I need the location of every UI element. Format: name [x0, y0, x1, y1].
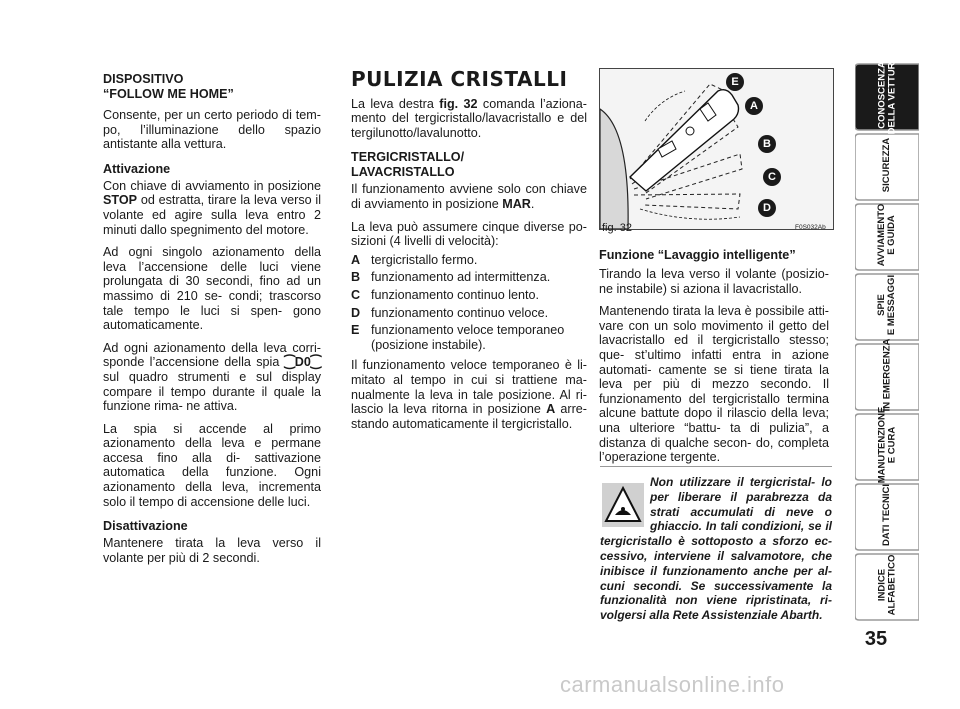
- title-line-2: “FOLLOW ME HOME”: [103, 87, 234, 101]
- tab-indice[interactable]: INDICE ALFABETICO: [875, 554, 897, 616]
- section-title: PULIZIA CRISTALLI: [351, 67, 568, 91]
- smart-wash-heading: Funzione “Lavaggio intelligente”: [599, 248, 796, 262]
- smart-wash-paragraph-1: Tirando la leva verso il volante (posizio- ne instabile) si aziona il lavacristallo.: [599, 267, 829, 296]
- position-badge-a: A: [745, 97, 763, 115]
- headlight-warning-icon: ⁐D0⁐: [284, 355, 321, 370]
- position-badge-b: B: [758, 135, 776, 153]
- wiper-lever-figure: [599, 68, 834, 230]
- wiper-lever-illustration: [600, 69, 833, 229]
- tab-manutenzione[interactable]: MANUTENZIONE E CURA: [876, 406, 897, 484]
- activation-paragraph-2: Ad ogni singolo azionamento della leva l’accensione delle luci viene prolungata di 30 secondi, fino ad un massimo di 210 se- condi; trascorso tale tempo le luci si spen- gono automaticamente.: [103, 245, 321, 333]
- position-badge-c: C: [763, 168, 781, 186]
- activation-paragraph-3: Ad ogni azionamento della leva corri- sponde l’accensione della spia ⁐D0⁐ sul quadro strumenti e sul display compare il tempo durante il quale la funzione rima- ne attiva.: [103, 340, 321, 414]
- middle-column: [351, 67, 587, 439]
- figure-caption: fig. 32: [602, 222, 632, 234]
- list-item: E funzionamento veloce temporaneo (posizione instabile).: [351, 323, 565, 352]
- intro-paragraph: Consente, per un certo periodo di tem- po, l’illuminazione dello spazio antistante alla vettura.: [103, 108, 321, 152]
- deactivation-paragraph: Mantenere tirata la leva verso il volante per più di 2 secondi.: [103, 536, 321, 565]
- warning-text-block: [600, 475, 832, 623]
- activation-paragraph-1: Con chiave di avviamento in posizione STOP od estratta, tirare la leva verso il volante ed agire sulla leva entro 2 minuti dallo spegnimento del motore.: [103, 178, 321, 237]
- warning-box: [600, 466, 832, 630]
- sub-heading: TERGICRISTALLO/ LAVACRISTALLO: [351, 150, 465, 180]
- figure-code: F0S032Ab: [795, 224, 826, 231]
- list-item: C funzionamento continuo lento.: [351, 287, 540, 302]
- follow-me-home-title: [103, 72, 321, 102]
- right-column: [599, 248, 829, 473]
- tab-dati-tecnici[interactable]: DATI TECNICI: [880, 483, 892, 547]
- list-item: B funzionamento ad intermittenza.: [351, 270, 551, 285]
- tab-conoscenza[interactable]: CONOSCENZA DELLA VETTURA: [876, 55, 897, 135]
- list-item: D funzionamento continuo veloce.: [351, 305, 549, 320]
- list-item: A tergicristallo fermo.: [351, 252, 478, 267]
- tab-avviamento[interactable]: AVVIAMENTO E GUIDA: [876, 203, 897, 267]
- smart-wash-paragraph-2: Mantenendo tirata la leva è possibile atti- vare con un solo movimento il getto del lavacristallo ed il tergicristallo stesso; que- st’ultimo infatti entra in azione automati- camente se si tiene tirata la leva per più di mezzo secondo. Il funzionamento del tergicristallo termina alcune battute dopo il rilascio della leva; una ulteriore “battu- ta di pulizia”, a distanza di qualche secon- do, completa l’operazione tergente.: [599, 304, 829, 465]
- activation-paragraph-4: La spia si accende al primo azionamento della leva e permane accesa fino alla di- sattivazione automatica della funzione. Ogni azionamento della leva, incrementa solo il tempo di accensione delle luci.: [103, 421, 321, 509]
- warning-text: Non utilizzare il tergicristal- lo per liberare il parabrezza da strati accumulati di neve o ghiaccio. In tali condizioni, se il tergicristallo è sottoposto a sforzo ec- cessivo, interviene il salvamotore, che inibisce il funzionamento anche per al- cuni secondi. Se successivamente la funzionalità non viene ripristinata, ri- volgersi alla Rete Assistenziale Abarth.: [600, 475, 832, 623]
- warning-triangle-icon: [602, 483, 644, 527]
- deactivation-heading: Disattivazione: [103, 519, 188, 534]
- temporary-speed-paragraph: Il funzionamento veloce temporaneo è li- mitato al tempo in cui si trattiene ma- nualmente la leva in tale posizione. Al ri- lascio la leva ritorna in posizione A arre- stando automaticamente il tergicristallo.: [351, 358, 587, 431]
- tab-spie[interactable]: SPIE E MESSAGGI: [876, 274, 897, 336]
- tab-emergenza[interactable]: IN EMERGENZA: [881, 338, 892, 412]
- page-number: 35: [864, 628, 888, 650]
- positions-list: [351, 253, 587, 353]
- tab-sicurezza[interactable]: SICUREZZA: [881, 137, 892, 193]
- positions-intro: La leva può assumere cinque diverse po- sizioni (4 livelli di velocità):: [351, 219, 587, 249]
- watermark: carmanualsonline.info: [560, 672, 785, 697]
- section-intro: La leva destra fig. 32 comanda l’aziona- mento del tergicristallo/lavacristallo e del tergilunotto/lavalunotto.: [351, 96, 587, 140]
- key-requirement: Il funzionamento avviene solo con chiave di avviamento in posizione MAR.: [351, 182, 587, 211]
- activation-heading: Attivazione: [103, 161, 171, 176]
- left-column: [103, 72, 321, 573]
- title-line-1: DISPOSITIVO: [103, 72, 184, 86]
- position-badge-d: D: [758, 199, 776, 217]
- position-badge-e: E: [726, 73, 744, 91]
